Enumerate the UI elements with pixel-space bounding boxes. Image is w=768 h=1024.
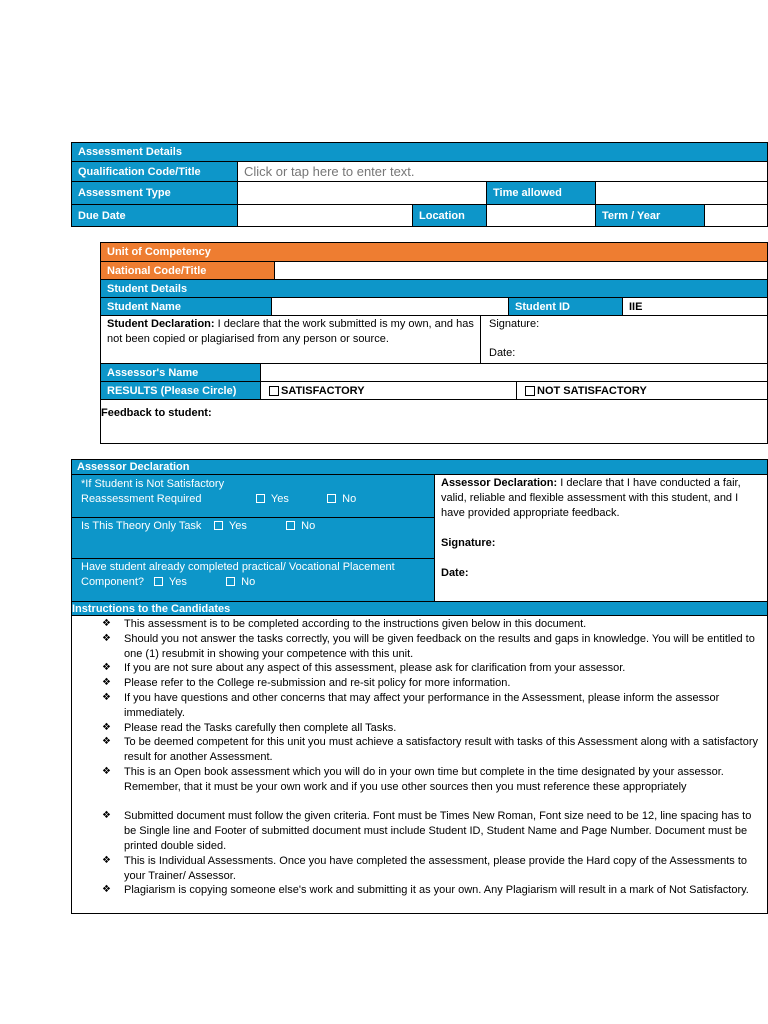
theory-only-no-label: No — [301, 520, 316, 532]
reassessment-question-line2: Reassessment Required — [81, 493, 202, 505]
diamond-bullet-icon: ❖ — [102, 810, 111, 822]
instruction-text: If you are not sure about any aspect of this assessment, please ask for clarification from your assessor. — [124, 662, 626, 675]
assessors-name-input[interactable] — [261, 364, 767, 381]
practical-no-checkbox-icon[interactable] — [226, 577, 235, 586]
diamond-bullet-icon: ❖ — [102, 854, 111, 866]
results-label: RESULTS (Please Circle) — [101, 382, 261, 399]
practical-yes[interactable] — [154, 575, 187, 590]
instructions-list — [72, 617, 767, 913]
student-name-row — [101, 298, 767, 316]
student-name-label: Student Name — [101, 298, 272, 315]
diamond-bullet-icon: ❖ — [102, 721, 111, 733]
instruction-item — [72, 661, 767, 676]
student-date-label: Date: — [489, 347, 516, 359]
location-input[interactable] — [487, 205, 596, 226]
location-label: Location — [413, 205, 487, 226]
instruction-item — [72, 765, 767, 795]
assessor-name-row — [101, 364, 767, 382]
assessment-details-title: Assessment Details — [78, 146, 182, 158]
instructions-title: Instructions to the Candidates — [72, 602, 231, 615]
instructions-header — [72, 601, 767, 616]
student-details-title: Student Details — [107, 282, 188, 295]
student-details-header — [101, 280, 767, 298]
theory-only-yes-checkbox-icon[interactable] — [214, 521, 223, 530]
assessment-type-row — [72, 182, 767, 205]
assessor-declaration-statement — [435, 475, 767, 601]
due-date-label: Due Date — [72, 205, 238, 226]
time-allowed-input[interactable] — [596, 182, 767, 204]
qualification-placeholder: Click or tap here to enter text. — [244, 164, 415, 179]
practical-question-line2: Component? — [81, 576, 144, 588]
theory-only-question — [72, 518, 434, 559]
national-code-row — [101, 262, 767, 280]
national-code-label: National Code/Title — [101, 262, 275, 279]
instruction-item — [72, 883, 767, 898]
reassessment-no-checkbox-icon[interactable] — [327, 494, 336, 503]
instruction-text: Should you not answer the tasks correctly, you will be given feedback on the results and gaps in knowledge. You will be entitled to one (1) resubmit in showing your competence with this unit. — [124, 632, 755, 660]
theory-only-no[interactable] — [286, 519, 315, 534]
satisfactory-checkbox-icon[interactable] — [269, 386, 279, 396]
assessment-details-table — [71, 142, 768, 227]
practical-question — [72, 559, 434, 601]
theory-only-yes-label: Yes — [228, 520, 247, 532]
assessor-questions — [72, 475, 435, 601]
assessors-name-label: Assessor's Name — [101, 364, 261, 381]
reassessment-no-label: No — [342, 493, 357, 505]
assessor-declaration-title: Assessor Declaration — [77, 461, 190, 473]
diamond-bullet-icon: ❖ — [102, 677, 111, 689]
instruction-text: This is an Open book assessment which you will do in your own time but complete in the time designated by your assessor. Remember, that it must be your own work and if you use other sources then you must reference these appropriately — [124, 766, 724, 793]
instruction-text: If you have questions and other concerns that may affect your performance in the Assessment, please inform the assessor immediately. — [124, 692, 720, 719]
student-signature-area[interactable] — [481, 316, 767, 363]
student-declaration-text: I declare that the work submitted is my own, and has not been copied or plagiarised from any person or source. — [107, 318, 474, 345]
practical-no[interactable] — [226, 575, 255, 590]
assessor-declaration-table — [71, 459, 768, 914]
theory-only-yes[interactable] — [214, 519, 247, 534]
reassessment-question — [72, 475, 434, 518]
practical-question-line1: Have student already completed practical/ Vocational Placement — [81, 561, 395, 573]
reassessment-question-line1: *If Student is Not Satisfactory — [81, 478, 225, 490]
instruction-text: Please read the Tasks carefully then complete all Tasks. — [124, 721, 397, 734]
diamond-bullet-icon: ❖ — [102, 692, 111, 703]
reassessment-yes[interactable] — [256, 492, 289, 507]
instruction-item — [72, 617, 767, 632]
student-details-table — [100, 242, 768, 444]
student-name-input[interactable] — [272, 298, 509, 315]
instruction-text: This is Individual Assessments. Once you have completed the assessment, please provide the Hard copy of the Assessments to your Trainer/ Assessor. — [124, 854, 748, 882]
assessment-type-input[interactable] — [238, 182, 487, 204]
due-date-input[interactable] — [238, 205, 413, 226]
assessment-details-header — [72, 143, 767, 162]
instruction-item — [72, 854, 767, 884]
not-satisfactory-option[interactable] — [517, 382, 767, 399]
instruction-item — [72, 691, 767, 721]
assessor-declaration-heading: Assessor Declaration: — [441, 477, 558, 489]
instruction-text: This assessment is to be completed according to the instructions given below in this document. — [124, 618, 587, 630]
feedback-row[interactable] — [101, 400, 767, 443]
assessment-type-label: Assessment Type — [72, 182, 238, 204]
reassessment-yes-checkbox-icon[interactable] — [256, 494, 265, 503]
diamond-bullet-icon: ❖ — [102, 618, 111, 629]
term-year-input[interactable] — [705, 205, 767, 226]
student-id-value[interactable]: IIE — [623, 298, 767, 315]
qualification-row — [72, 162, 767, 182]
due-date-row — [72, 205, 767, 226]
practical-yes-label: Yes — [168, 576, 187, 588]
practical-yes-checkbox-icon[interactable] — [154, 577, 163, 586]
qualification-input[interactable] — [238, 162, 767, 181]
satisfactory-label: SATISFACTORY — [281, 384, 365, 397]
student-declaration-heading: Student Declaration: — [107, 318, 215, 330]
diamond-bullet-icon: ❖ — [102, 736, 111, 748]
instruction-text: Please refer to the College re-submission and re-sit policy for more information. — [124, 677, 511, 690]
not-satisfactory-checkbox-icon[interactable] — [525, 386, 535, 396]
theory-only-no-checkbox-icon[interactable] — [286, 521, 295, 530]
unit-header — [101, 243, 767, 262]
national-code-input[interactable] — [275, 262, 767, 279]
assessor-declaration-text: I declare that I have conducted a fair, valid, reliable and flexible assessment with this student, and I have provided appropriate feedback. — [441, 477, 741, 519]
results-row — [101, 382, 767, 400]
instruction-text: To be deemed competent for this unit you must achieve a satisfactory result with tasks of this Assessment along with a satisfactory result for another Assessment. — [124, 736, 759, 764]
reassessment-no[interactable] — [327, 492, 356, 507]
not-satisfactory-label: NOT SATISFACTORY — [537, 384, 647, 397]
instruction-item — [72, 735, 767, 765]
instruction-item — [72, 676, 767, 691]
instruction-item — [72, 632, 767, 662]
instruction-item — [72, 809, 767, 853]
diamond-bullet-icon: ❖ — [102, 884, 111, 896]
assessor-declaration-header — [72, 460, 767, 475]
student-declaration-row — [101, 316, 767, 364]
unit-of-competency-title: Unit of Competency — [107, 246, 211, 258]
diamond-bullet-icon: ❖ — [102, 632, 111, 644]
term-year-label: Term / Year — [596, 205, 705, 226]
student-declaration — [101, 316, 481, 363]
diamond-bullet-icon: ❖ — [102, 662, 111, 674]
qualification-label: Qualification Code/Title — [72, 162, 238, 181]
instruction-text: Submitted document must follow the given criteria. Font must be Times New Roman, Font size need to be 12, line spacing has to be Single line and Footer of submitted document must include Student ID, Student Name and Page Number. Document must be printed double sided. — [124, 810, 752, 852]
satisfactory-option[interactable] — [261, 382, 517, 399]
reassessment-yes-label: Yes — [270, 493, 289, 505]
instruction-item — [72, 721, 767, 736]
theory-only-question-text: Is This Theory Only Task — [81, 520, 202, 532]
time-allowed-label: Time allowed — [487, 182, 596, 204]
diamond-bullet-icon: ❖ — [102, 766, 111, 777]
student-id-label: Student ID — [509, 298, 623, 315]
feedback-label: Feedback to student: — [101, 407, 212, 419]
student-signature-label: Signature: — [489, 318, 540, 330]
practical-no-label: No — [241, 576, 256, 588]
assessor-date-label[interactable]: Date: — [441, 567, 469, 579]
assessor-signature-label[interactable]: Signature: — [441, 537, 496, 549]
instruction-text: Plagiarism is copying someone else's work and submitting it as your own. Any Plagiarism will result in a mark of Not Satisfactory. — [124, 884, 749, 897]
